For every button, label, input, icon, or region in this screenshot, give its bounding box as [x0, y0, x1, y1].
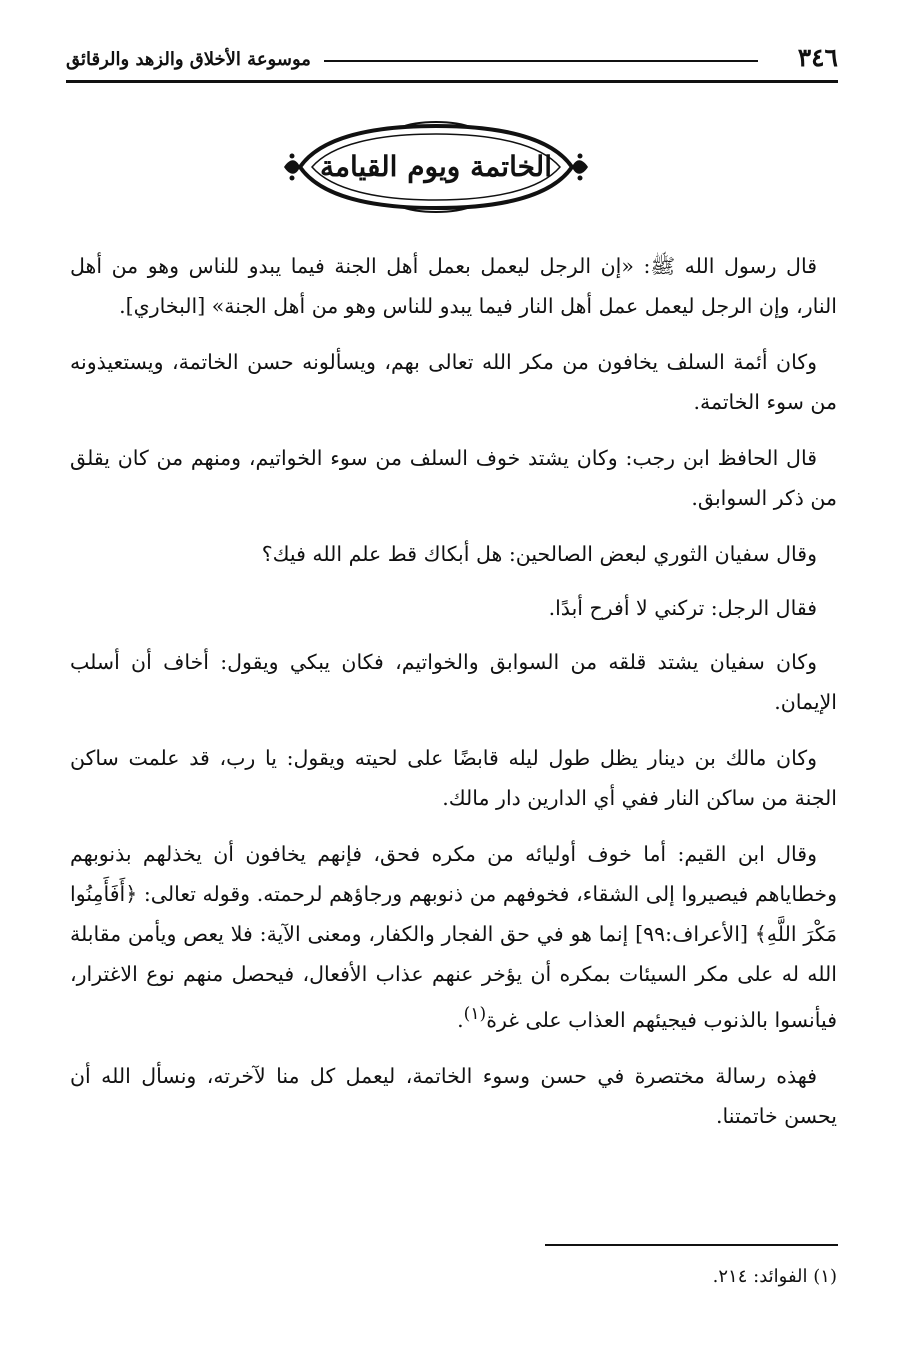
- ibn-qayyim-text: وقال ابن القيم: أما خوف أوليائه من مكره فحق، فإنهم يخافون أن يخذلهم بذنوبهم وخطاياهم فيصيروا إلى الشقاء، فخوفهم من ذنوبهم ورجاؤهم لرحمته. وقوله تعالى: ﴿أَفَأَمِنُوا مَكْرَ اللَّهِ﴾ [الأعراف:٩٩] إنما هو في حق الفجار والكفار، ومعنى الآية: فلا يعص ويأمن مقابلة الله له على مكر السيئات بمكره أن يؤخر عنهم عذاب الأفعال، فيحصل منهم نوع الاغترار، فيأنسوا بالذنوب فيجيئهم العذاب على غرة: [70, 842, 837, 1032]
- footnote-divider: [545, 1244, 838, 1246]
- paragraph-malik-bin-dinar: وكان مالك بن دينار يظل طول ليله قابضًا على لحيته ويقول: يا رب، قد علمت ساكن الجنة من ساكن النار ففي أي الدارين دار مالك.: [70, 746, 837, 810]
- paragraph-sufyan-question: وقال سفيان الثوري لبعض الصالحين: هل أبكاك قط علم الله فيك؟: [261, 542, 817, 566]
- footnote-ref[interactable]: (١): [463, 1004, 487, 1024]
- paragraph-man-reply: فقال الرجل: تركني لا أفرح أبدًا.: [548, 596, 817, 620]
- paragraph-ibn-rajab: قال الحافظ ابن رجب: وكان يشتد خوف السلف من سوء الخواتيم، ومنهم من كان يقلق من ذكر السوابق.: [70, 446, 837, 510]
- paragraph-sufyan-worry: وكان سفيان يشتد قلقه من السوابق والخواتيم، فكان يبكي ويقول: أخاف أن أسلب الإيمان.: [70, 650, 837, 714]
- paragraph-conclusion: فهذه رسالة مختصرة في حسن وسوء الخاتمة، ليعمل كل منا لآخرته، ونسأل الله أن يحسن خاتمتنا.: [70, 1063, 837, 1128]
- header-short-rule: [324, 60, 758, 62]
- running-header: [66, 38, 838, 82]
- header-divider: [66, 80, 838, 83]
- footnote: (١) الفوائد: ٢١٤.: [712, 1266, 837, 1287]
- chapter-title-frame: [280, 118, 592, 216]
- chapter-title: الخاتمة ويوم القيامة: [320, 150, 552, 183]
- paragraph-hadith: قال رسول الله ﷺ: «إن الرجل ليعمل بعمل أهل الجنة فيما يبدو للناس وهو من أهل النار، وإن الرجل ليعمل عمل أهل النار فيما يبدو للناس وهو من أهل الجنة» [البخاري].: [70, 254, 837, 318]
- ibn-qayyim-end: .: [457, 1007, 464, 1032]
- paragraph-ibn-qayyim: [70, 834, 837, 1040]
- page-number: ٣٤٦: [797, 43, 838, 72]
- running-title: موسوعة الأخلاق والزهد والرقائق: [66, 49, 311, 70]
- body-text: [70, 246, 837, 1152]
- paragraph-salaf-fear: وكان أئمة السلف يخافون من مكر الله تعالى بهم، ويسألونه حسن الخاتمة، ويستعيذونه من سوء الخاتمة.: [70, 350, 837, 414]
